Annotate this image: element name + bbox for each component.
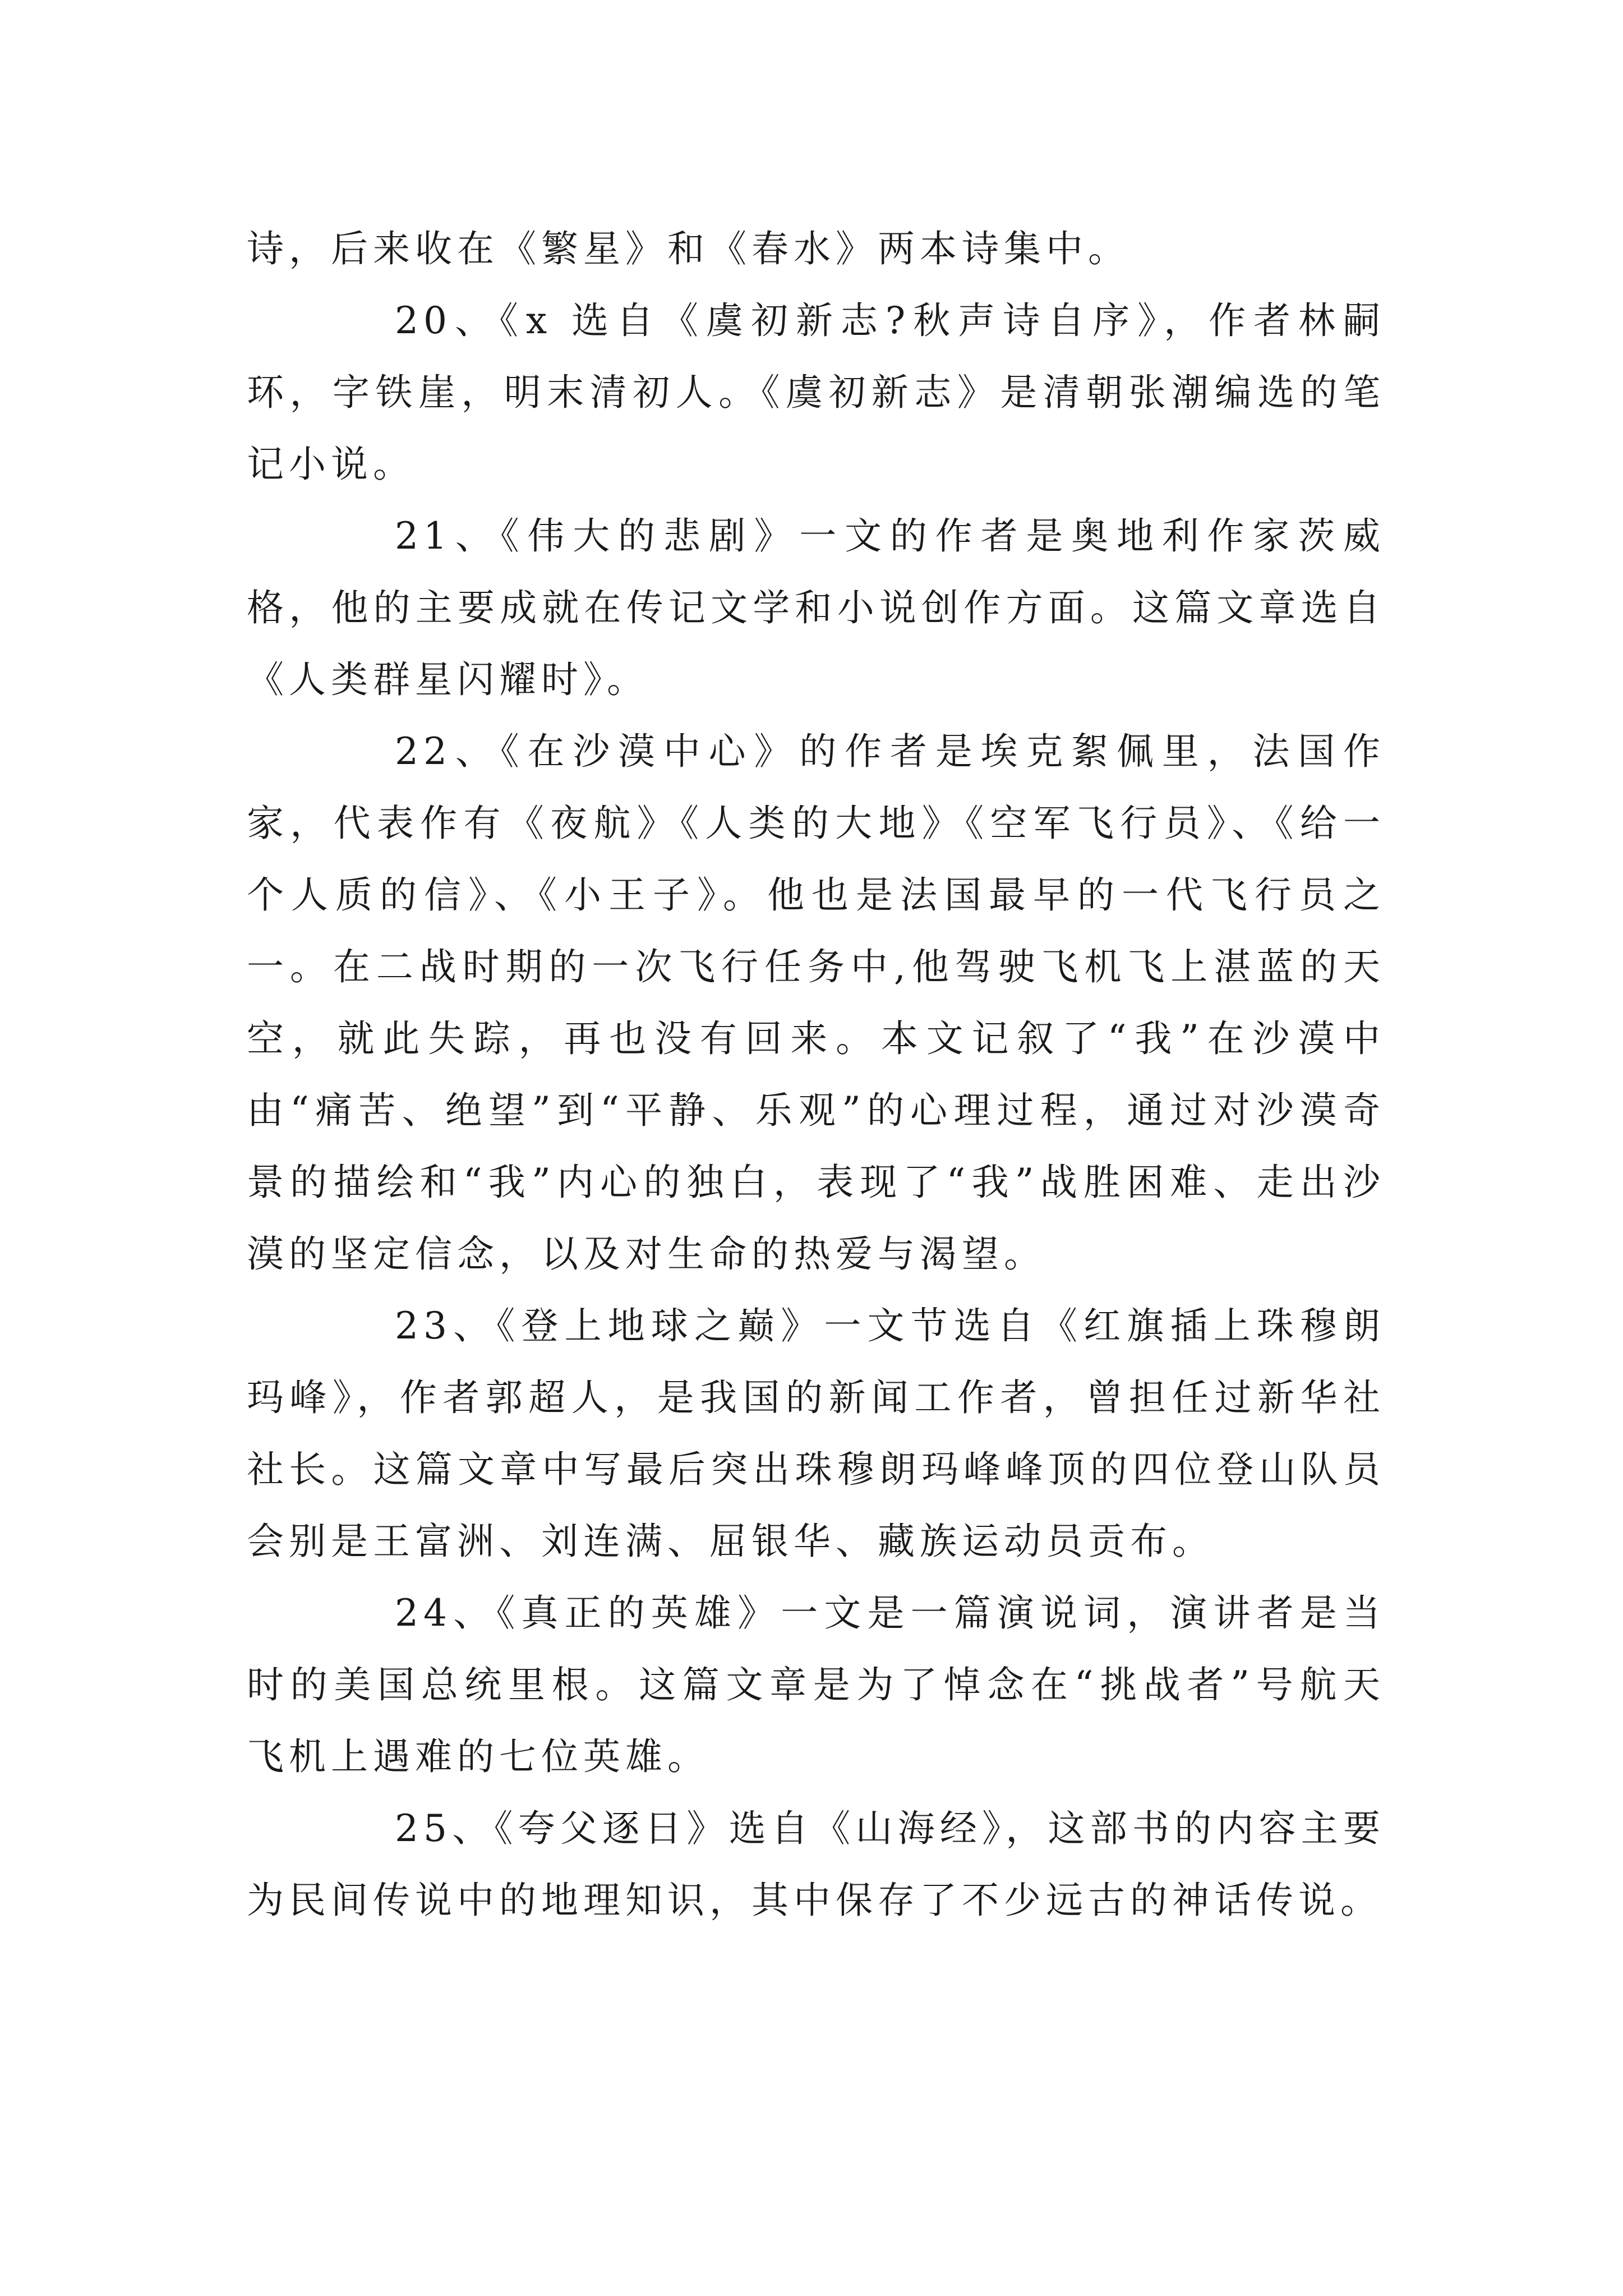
paragraph-23: 23、《登上地球之巅》一文节选自《红旗插上珠穆朗玛峰》，作者郭超人，是我国的新闻工作者，曾担任过新华社社长。这篇文章中写最后突出珠穆朗玛峰峰顶的四位登山队员会别是王富洲、刘连满、屈银华、藏族运动员贡布。 [247,1304,1385,1563]
paragraph-20: 20、《x 选自《虞初新志?秋声诗自序》，作者林嗣环，字铁崖，明末清初人。《虞初新志》是清朝张潮编选的笔记小说。 [247,299,1385,486]
paragraph-25: 25、《夸父逐日》选自《山海经》，这部书的内容主要为民间传说中的地理知识，其中保存了不少远古的神话传说。 [247,1807,1385,1922]
paragraph-continued: 诗，后来收在《繁星》和《春水》两本诗集中。 [247,227,1130,270]
paragraph-22: 22、《在沙漠中心》的作者是埃克絮佩里，法国作家，代表作有《夜航》《人类的大地》《空军飞行员》、《给一个人质的信》、《小王子》。他也是法国最早的一代飞行员之一。在二战时期的一次飞行任务中,他驾驶飞机飞上湛蓝的天空，就此失踪，再也没有回来。本文记叙了“我”在沙漠中由“痛苦、绝望”到“平静、乐观”的心理过程，通过对沙漠奇景的描绘和“我”内心的独白，表现了“我”战胜困难、走出沙漠的坚定信念，以及对生命的热爱与渴望。 [247,730,1385,1276]
paragraph-21: 21、《伟大的悲剧》一文的作者是奥地利作家茨威格，他的主要成就在传记文学和小说创作方面。这篇文章选自《人类群星闪耀时》。 [247,514,1385,701]
paragraph-24: 24、《真正的英雄》一文是一篇演说词，演讲者是当时的美国总统里根。这篇文章是为了悼念在“挑战者”号航天飞机上遇难的七位英雄。 [247,1591,1385,1778]
document-body [247,213,1385,1936]
